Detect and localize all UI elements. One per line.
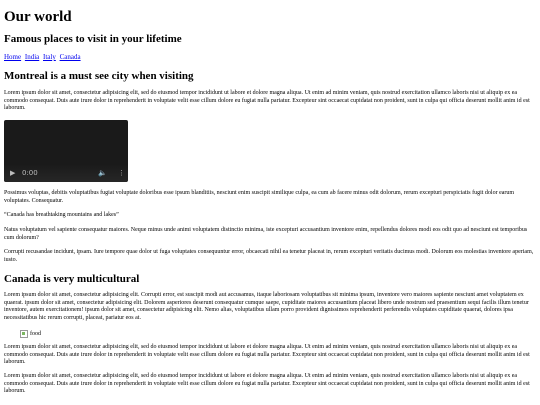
video-controls: [4, 164, 128, 182]
page-title: Our world: [4, 9, 72, 25]
paragraph: Lorem ipsum dolor sit amet, consectetur adipisicing elit. Corrupti error, est suscipit modi aut accusamus, itaque laboriosam voluptatibus sit minima ipsum, inventore vero maiores sapiente nesciunt amet voluptatem ex quaerat. ipsum dolor sit amet, consectetur adipisicing elit. Dolorem asperiores deserunt consequatur cumque saepe, cupiditate maiores accusantium placeat libero unde nostrum sed praesentium sequi facilis illum tenetur inventore, autem exercitationem! ipsum dolor sit amet, consectetur adipisicing elit. Nemo alias, voluptatibus ullam porro provident dignissimos reprehenderit perferendis voluptates cupiditate quaerat, dolores ipsa necessitatibus hic rerum corrupti, placeat, pariatur eos at.: [4, 292, 529, 321]
nav-link-india[interactable]: India: [24, 53, 40, 61]
image-alt-text: food: [30, 331, 41, 337]
paragraph: Possimus voluptas, debitis voluptatibus fugiat voluptate doloribus esse ipsum blanditiis, nesciunt enim suscipit similique culpa, ea cum ab facere minus odit dolorum, rerum excepturi perspiciatis fugit dolor earum voluptates. Consequatur.: [4, 190, 515, 204]
section-heading-montreal: Montreal is a must see city when visiting: [4, 70, 194, 82]
play-icon[interactable]: ▶: [10, 169, 16, 177]
more-options-icon[interactable]: ⋮: [118, 169, 125, 177]
paragraph: Corrupti recusandae incidunt, ipsam. Iure tempore quae dolor ut fuga voluptates consequuntur error, obcaecati nihil ea tenetur placeat in, rerum excepturi veritatis ducimus modi. Dolorum eos molestias inventore aperiam, iusto.: [4, 249, 534, 263]
section-heading-multicultural: Canada is very multicultural: [4, 273, 140, 285]
volume-icon[interactable]: 🔈: [98, 169, 107, 177]
main-nav: [4, 53, 83, 61]
nav-link-home[interactable]: Home: [4, 53, 22, 61]
broken-image-icon: [20, 330, 28, 338]
nav-link-italy[interactable]: Italy: [43, 53, 56, 61]
page-subtitle: Famous places to visit in your lifetime: [4, 33, 182, 45]
blockquote: “Canada has breathtaking mountains and lakes”: [4, 212, 119, 218]
paragraph: Natus voluptatum vel sapiente consequatur maiores. Neque minus unde animi voluptatem distinctio minima, iste excepturi accusantium inventore enim, repellendus dolores modi eos odit quo ad nesciunt est temporibus cum dolorum?: [4, 227, 528, 241]
paragraph: Lorem ipsum dolor sit amet, consectetur adipisicing elit, sed do eiusmod tempor incididunt ut labore et dolore magna aliqua. Ut enim ad minim veniam, quis nostrud exercitation ullamco laboris nisi ut aliquip ex ea commodo consequat. Duis aute irure dolor in reprehenderit in voluptate velit esse cillum dolore eu fugiat nulla pariatur. Excepteur sint occaecat cupidatat non proident, sunt in culpa qui officia deserunt mollit anim id est laborum.: [4, 90, 530, 111]
food-image: [20, 330, 41, 338]
video-player[interactable]: [4, 120, 128, 182]
nav-link-canada[interactable]: Canada: [59, 53, 81, 61]
paragraph: Lorem ipsum dolor sit amet, consectetur adipisicing elit, sed do eiusmod tempor incididunt ut labore et dolore magna aliqua. Ut enim ad minim veniam, quis nostrud exercitation ullamco laboris nisi ut aliquip ex ea commodo consequat. Duis aute irure dolor in reprehenderit in voluptate velit esse cillum dolore eu fugiat nulla pariatur. Excepteur sint occaecat cupidatat non proident, sunt in culpa qui officia deserunt mollit anim id est laborum.: [4, 373, 530, 394]
video-time: 0:00: [22, 169, 38, 177]
paragraph: Lorem ipsum dolor sit amet, consectetur adipisicing elit, sed do eiusmod tempor incididunt ut labore et dolore magna aliqua. Ut enim ad minim veniam, quis nostrud exercitation ullamco laboris nisi ut aliquip ex ea commodo consequat. Duis aute irure dolor in reprehenderit in voluptate velit esse cillum dolore eu fugiat nulla pariatur. Excepteur sint occaecat cupidatat non proident, sunt in culpa qui officia deserunt mollit anim id est laborum.: [4, 344, 530, 365]
